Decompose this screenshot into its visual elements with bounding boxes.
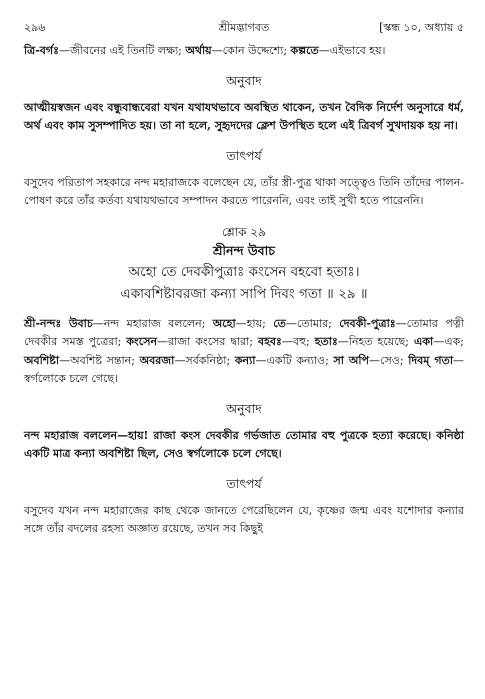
verse-line-2: একাবশিষ্টাবরজা কন্যা সাপি দিবং গতা ॥ ২৯ ॥ xyxy=(120,285,368,302)
synonym-meaning: —জীবনের এই তিনটি লক্ষ্য; xyxy=(59,44,186,57)
translation-heading: অনুবাদ xyxy=(226,72,262,88)
translation-text: আত্মীয়স্বজন এবং বন্ধুবান্ধবেরা যখন যথাযথভাবে অবস্থিত থাকেন, তখন বৈদিক নির্দেশ অনুসারে ধর্ম, অর্থ এবং কাম সুসম্পাদিত হয়। তা না হলে, সুহৃদদের ক্লেশ উপস্থিত হলে এই ত্রিবর্গ সুখদায়ক হয় না। xyxy=(24,100,464,132)
purport-text: বসুদেব পরিতাপ সহকারে নন্দ মহারাজকে বলেছেন যে, তাঁর স্ত্রী-পুত্র থাকা সত্ত্বেও তিনি তাঁদের পালন-পোষণ করে তাঁর কর্তব্য যথাযথভাবে সম্পাদন করতে পারেননি, এবং তাই সুখী হতে পারেননি। xyxy=(24,175,464,207)
synonym-meaning: —সর্বকনিষ্ঠা; xyxy=(174,353,235,367)
synonym-meaning: —অবশিষ্ট সন্তান; xyxy=(59,353,140,367)
synonym-meaning: —একটি কন্যাও; xyxy=(255,353,334,367)
purport-heading: তাৎপর্য xyxy=(226,147,262,163)
synonym-meaning: —স্বর্গলোকে চলে গেছে। xyxy=(24,353,465,385)
book-title: শ্রীমদ্ভাগবত xyxy=(218,21,270,34)
synonyms-top xyxy=(24,42,464,61)
synonym-term: তে xyxy=(273,316,286,330)
synonym-meaning: —বহু; xyxy=(281,335,315,348)
synonym-meaning: —তোমার; xyxy=(285,316,340,330)
synonym-term: শ্রী-নন্দঃ উবাচ xyxy=(24,316,93,330)
synonym-term: একা xyxy=(413,335,434,348)
synonym-term: দিবম্ গতা xyxy=(408,353,454,367)
word-meanings xyxy=(24,315,464,389)
synonym-term: কল্পতে xyxy=(290,44,319,57)
synonym-meaning: —কোন উদ্দেশ্যে; xyxy=(211,44,291,57)
page-number: ২৯৬ xyxy=(24,21,46,34)
synonym-meaning: —এক; xyxy=(433,335,464,348)
synonym-term: অবরজা xyxy=(139,353,175,367)
synonym-term: সা অপি xyxy=(333,353,370,367)
synonym-term: দেবকী-পুত্রাঃ xyxy=(339,316,396,330)
synonym-term: বহবঃ xyxy=(258,335,282,348)
synonym-meaning: —নিহত হয়েছে; xyxy=(337,335,414,348)
synonym-meaning: —হায়; xyxy=(235,316,274,330)
synonym-term: অবশিষ্টা xyxy=(24,353,60,367)
purport-text: বসুদেব যখন নন্দ মহারাজের কাছ থেকে জানতে পেরেছিলেন যে, কৃষ্ণের জন্ম এবং যশোদার কন্যার সঙ্গে তাঁর বদলের রহস্য অজ্ঞাত রয়েছে, তখন সব কিছুই xyxy=(24,503,464,535)
verse-line-1: অহো তে দেবকীপুত্রাঃ কংসেন বহবো হতাঃ। xyxy=(128,263,360,280)
synonym-meaning: —নন্দ মহারাজ বললেন; xyxy=(92,316,213,330)
verse-speaker: শ্রীনন্দ উবাচ xyxy=(213,242,275,258)
synonym-term: অর্থায় xyxy=(185,44,212,57)
verse-number: শ্লোক ২৯ xyxy=(222,224,266,239)
document-page xyxy=(24,10,464,692)
page-header xyxy=(24,10,464,38)
synonym-term: ত্রি-বর্গঃ xyxy=(24,44,59,57)
synonym-term: হতাঃ xyxy=(314,335,338,348)
synonym-meaning: —এইভাবে হয়। xyxy=(318,44,386,57)
translation-heading: অনুবাদ xyxy=(226,400,262,416)
chapter-reference: [স্কন্ধ ১০, অধ্যায় ৫ xyxy=(379,21,464,34)
synonym-term: কংসেন xyxy=(126,335,158,348)
synonym-meaning: —রাজা কংসের দ্বারা; xyxy=(157,335,259,348)
translation-text: নন্দ মহারাজ বললেন—হায়! রাজা কংস দেবকীর গর্ভজাত তোমার বহু পুত্রকে হত্যা করেছে। কনিষ্ঠা একটি মাত্র কন্যা অবশিষ্টা ছিল, সেও স্বর্গলোকে চলে গেছে। xyxy=(24,428,464,460)
synonym-meaning: —সেও; xyxy=(369,353,409,367)
purport-heading: তাৎপর্য xyxy=(226,475,262,491)
synonym-term: অহো xyxy=(212,316,236,330)
synonym-meaning: —তোমার পত্নী দেবকীর সমস্ত পুত্রেরা; xyxy=(24,316,464,348)
synonym-term: কন্যা xyxy=(234,353,256,367)
